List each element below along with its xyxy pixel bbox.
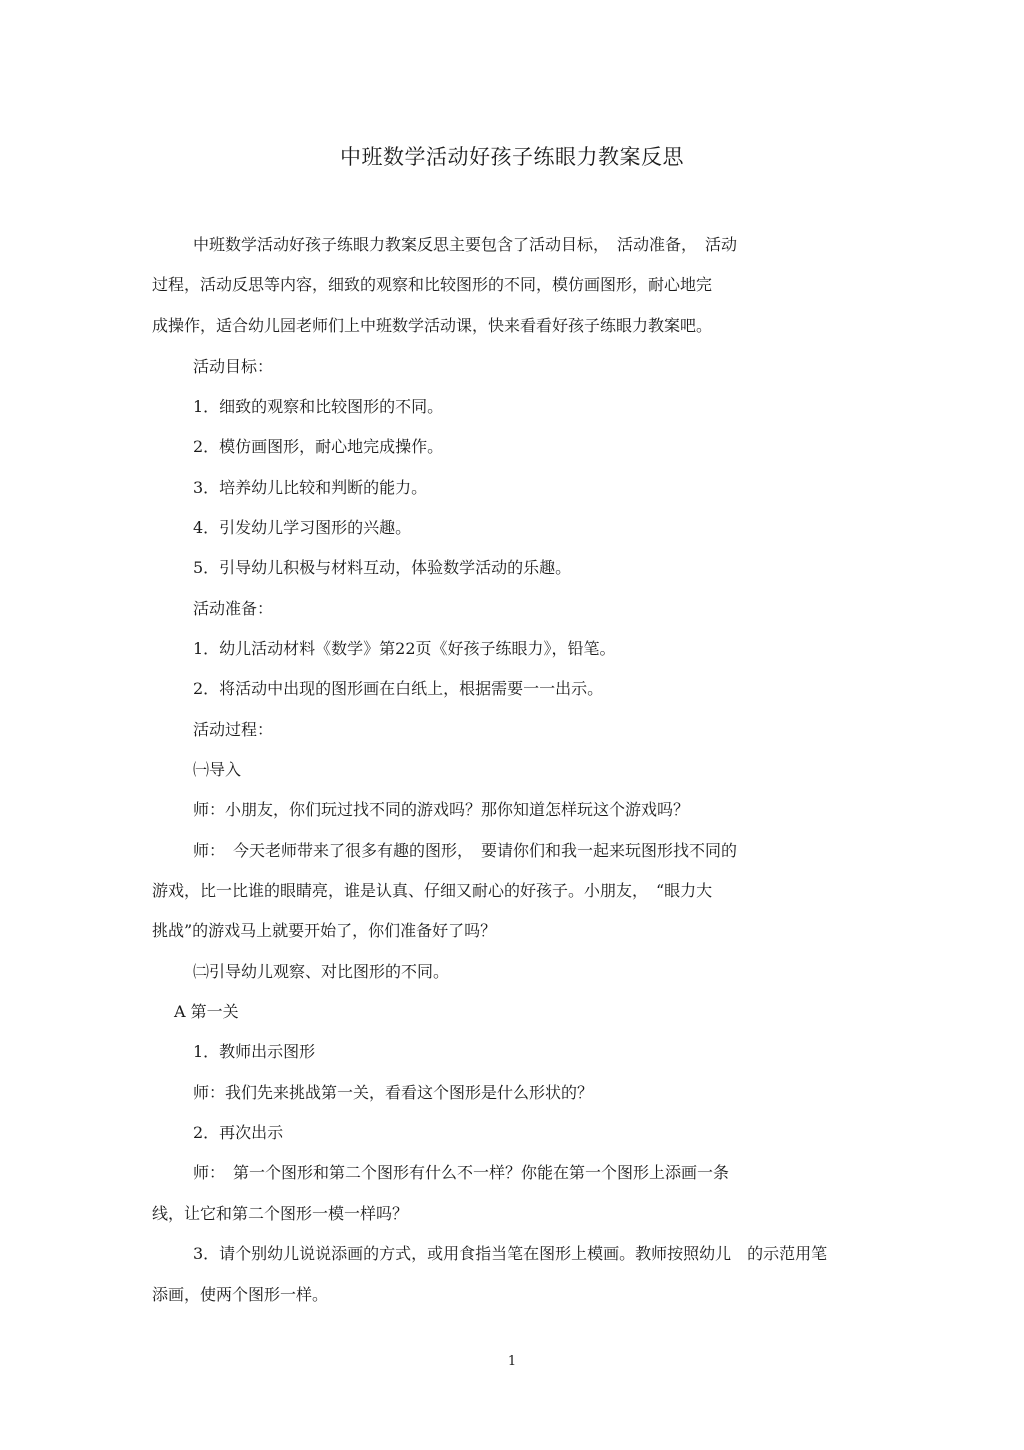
dialogue-line-6: 师： 第一个图形和第二个图形有什么不一样？你能在第一个图形上添画一条: [193, 1163, 730, 1182]
dialogue-line-1: 师：小朋友，你们玩过找不同的游戏吗？那你知道怎样玩这个游戏吗？: [193, 800, 690, 819]
section-heading-preparation: 活动准备：: [193, 599, 274, 618]
document-title: 中班数学活动好孩子练眼力教案反思: [340, 145, 684, 169]
level-a-step-1: 1．教师出示图形: [193, 1042, 316, 1061]
objective-item-1: 1．细致的观察和比较图形的不同。: [193, 397, 444, 416]
level-a-step-3: 3．请个别幼儿说说添画的方式，或用食指当笔在图形上模画。教师按照幼儿 的示范用笔: [193, 1244, 828, 1263]
page-number: 1: [507, 1354, 517, 1369]
section-heading-process: 活动过程：: [193, 720, 274, 739]
dialogue-line-2: 师： 今天老师带来了很多有趣的图形， 要请你们和我一起来玩图形找不同的: [193, 841, 738, 860]
process-step-intro: ㈠导入: [193, 760, 242, 779]
level-a-step-2: 2．再次出示: [193, 1123, 284, 1142]
objective-item-3: 3．培养幼儿比较和判断的能力。: [193, 478, 428, 497]
dialogue-line-4: 挑战”的游戏马上就要开始了，你们准备好了吗？: [152, 921, 497, 940]
objective-item-5: 5．引导幼儿积极与材料互动，体验数学活动的乐趣。: [193, 558, 572, 577]
level-a-step-3-cont: 添画，使两个图形一样。: [152, 1285, 329, 1304]
level-a-heading: A 第一关: [174, 1002, 239, 1021]
preparation-item-1: 1．幼儿活动材料《数学》第22页《好孩子练眼力》，铅笔。: [193, 639, 616, 658]
process-step-observe: ㈡引导幼儿观察、对比图形的不同。: [193, 962, 450, 981]
dialogue-line-5: 师：我们先来挑战第一关，看看这个图形是什么形状的？: [193, 1083, 594, 1102]
intro-line-1: 中班数学活动好孩子练眼力教案反思主要包含了活动目标， 活动准备， 活动: [193, 235, 738, 254]
intro-line-2: 过程，活动反思等内容，细致的观察和比较图形的不同，模仿画图形，耐心地完: [152, 275, 713, 294]
objective-item-4: 4．引发幼儿学习图形的兴趣。: [193, 518, 412, 537]
objective-item-2: 2．模仿画图形，耐心地完成操作。: [193, 437, 444, 456]
dialogue-line-3: 游戏，比一比谁的眼睛亮，谁是认真、仔细又耐心的好孩子。小朋友， “眼力大: [152, 881, 713, 900]
section-heading-objectives: 活动目标：: [193, 357, 274, 376]
dialogue-line-7: 线，让它和第二个图形一模一样吗？: [152, 1204, 409, 1223]
preparation-item-2: 2．将活动中出现的图形画在白纸上，根据需要一一出示。: [193, 679, 604, 698]
intro-line-3: 成操作，适合幼儿园老师们上中班数学活动课，快来看看好孩子练眼力教案吧。: [152, 316, 713, 335]
